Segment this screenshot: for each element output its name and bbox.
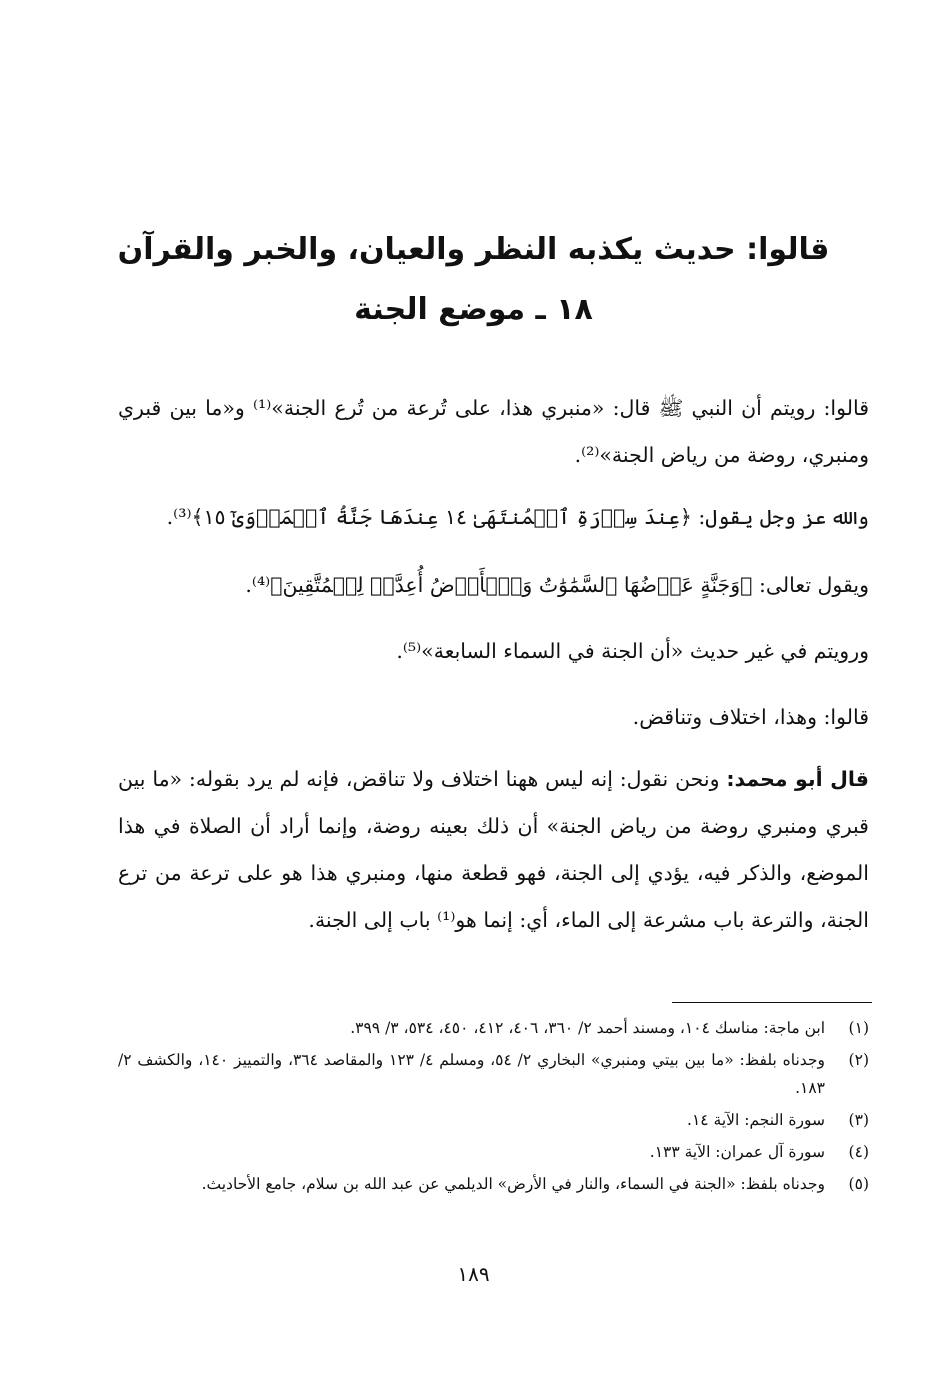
footnote-item bbox=[118, 1046, 869, 1102]
footnote-number: (٢) bbox=[848, 1051, 869, 1069]
section-title: ١٨ ـ موضع الجنة bbox=[354, 292, 593, 327]
paragraph-verse-imran: ويقول تعالى: ﴿وَجَنَّةٍ عَرۡضُهَا ٱلسَّمَٰوَٰتُ وَٱلۡأَرۡضُ أُعِدَّتۡ لِلۡمُتَّقِينَ﴾⁽⁴⁾. bbox=[245, 573, 869, 597]
paragraph-seventh-heaven: ورويتم في غير حديث «أن الجنة في السماء السابعة»⁽⁵⁾. bbox=[396, 639, 869, 663]
footnote-number: (٣) bbox=[848, 1111, 869, 1129]
footnote-text: ابن ماجة: مناسك ١٠٤، ومسند أحمد ٢/ ٣٦٠، ٤٠٦، ٤١٢، ٤٥٠، ٥٣٤، ٣/ ٣٩٩. bbox=[350, 1019, 825, 1037]
footnote-number: (١) bbox=[848, 1019, 869, 1037]
footnotes bbox=[118, 1014, 869, 1202]
footnote-item bbox=[118, 1170, 869, 1198]
paragraph-claim-hadith: قالوا: رويتم أن النبي ﷺ قال: «منبري هذا، على تُرعة من تُرع الجنة»⁽¹⁾ و«ما بين قبري ومنبري، روضة من رياض الجنة»⁽²⁾. bbox=[118, 396, 869, 467]
footnote-divider bbox=[672, 1002, 872, 1003]
paragraph-response bbox=[118, 756, 869, 944]
footnote-number: (٥) bbox=[848, 1175, 869, 1193]
speaker-name: قال أبو محمد: bbox=[726, 767, 869, 791]
footnote-text: وجدناه بلفظ: «ما بين بيتي ومنبري» البخاري ٢/ ٥٤، ومسلم ٤/ ١٢٣ والمقاصد ٣٦٤، والتمييز ١٤٠، والكشف ٢/ ١٨٣. bbox=[118, 1051, 825, 1097]
page-number: ١٨٩ bbox=[457, 1262, 490, 1286]
footnote-item bbox=[118, 1138, 869, 1166]
footnote-item bbox=[118, 1014, 869, 1042]
footnote-number: (٤) bbox=[848, 1143, 869, 1161]
response-text: ونحن نقول: إنه ليس ههنا اختلاف ولا تناقض، فإنه لم يرد بقوله: «ما بين قبري ومنبري روضة من رياض الجنة» أن ذلك بعينه روضة، وإنما أراد أن الصلاة في هذا الموضع، والذكر فيه، يؤدي إلى الجنة، فهو قطعة منها، ومنبري هذا هو على ترعة من ترع الجنة، والترعة باب مشرعة إلى الماء، أي: إنما هو⁽¹⁾ باب إلى الجنة. bbox=[118, 767, 869, 932]
paragraph-contradiction: قالوا: وهذا، اختلاف وتناقض. bbox=[632, 705, 869, 729]
footnote-text: سورة النجم: الآية ١٤. bbox=[687, 1111, 825, 1129]
footnote-text: سورة آل عمران: الآية ١٣٣. bbox=[649, 1143, 825, 1161]
paragraph-verse-najm: والله عز وجل يقول: ﴿عِندَ سِدۡرَةِ ٱلۡمُنتَهَىٰ ١٤ عِندَهَا جَنَّةُ ٱلۡمَأۡوَىٰٓ ١٥﴾⁽³⁾. bbox=[166, 505, 869, 529]
footnote-item bbox=[118, 1106, 869, 1134]
footnote-text: وجدناه بلفظ: «الجنة في السماء، والنار في الأرض» الديلمي عن عبد الله بن سلام، جامع الأحاديث. bbox=[201, 1175, 825, 1193]
chapter-title: قالوا: حديث يكذبه النظر والعيان، والخبر والقرآن bbox=[117, 232, 830, 267]
